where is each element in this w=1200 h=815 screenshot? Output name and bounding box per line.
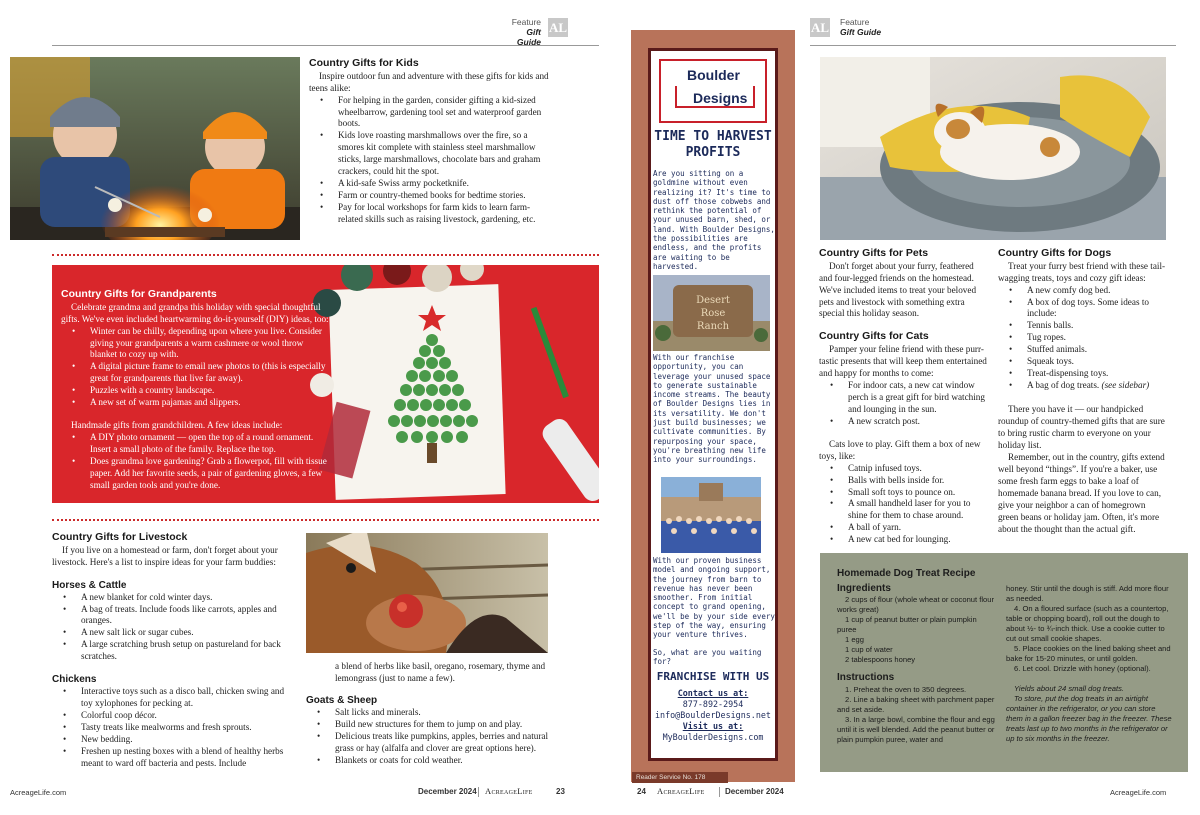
- cat-toys-list: [819, 463, 989, 547]
- horse-apple-photo: [306, 533, 548, 653]
- list-item: • A new scratch post.: [819, 416, 989, 428]
- list-item: • New bedding.: [52, 734, 296, 746]
- grandparents-intro: Celebrate grandma and grandpa this holiday with special thoughtful gifts. We've even included heartwarming do-it-yourself (DIY) ideas, too:: [61, 301, 329, 324]
- sign-text-1: Desert: [696, 295, 730, 306]
- cats-list: [819, 380, 989, 428]
- list-item: • Tug ropes.: [998, 332, 1168, 344]
- boulder-logo: [659, 59, 767, 123]
- list-item: • Kids love roasting marshmallows over the fire, so a smores kit complete with stainless steel marshmallow sticks, large marshmallows, chocolate bars and graham crackers, could hit the spot.: [309, 130, 553, 178]
- cats-play-intro: Cats love to play. Gift them a box of new toys, like:: [819, 438, 981, 461]
- footer-date-right: December 2024: [725, 787, 784, 796]
- dogs-outro-1: There you have it — our handpicked roundup of country-themed gifts that are sure to bring rustic charm to everyone on your holiday list.: [998, 404, 1165, 450]
- handmade-list: [61, 432, 331, 492]
- header-kicker-right: [840, 18, 881, 38]
- instructions-title: Instructions: [837, 672, 895, 684]
- acreagelife-logo: AL: [548, 20, 568, 35]
- list-item: • A box of dog toys. Some ideas to include:: [998, 297, 1168, 321]
- goats-title: Goats & Sheep: [306, 694, 378, 706]
- ingredient: 2 cups of flour (whole wheat or coconut flour works great): [837, 595, 995, 615]
- footer-date-left: December 2024: [418, 787, 477, 796]
- dog-bed-photo: [820, 57, 1166, 240]
- see-sidebar-note: (see sidebar): [1101, 380, 1150, 391]
- list-item: • A new cat bed for lounging.: [819, 534, 989, 546]
- team-group-photo: [661, 477, 761, 553]
- ad-cta: FRANCHISE WITH US: [656, 670, 770, 683]
- grandparents-list: [61, 326, 331, 410]
- list-item: • Treat-dispensing toys.: [998, 368, 1168, 380]
- list-item: • Interactive toys such as a disco ball, chicken swing and toy xylophones for pecking at.: [52, 686, 296, 710]
- headline-line1: TIME TO HARVEST: [654, 129, 772, 144]
- footer-mag-left: AcreageLife: [485, 786, 533, 796]
- instruction-step: 3. In a large bowl, combine the flour and egg until it is well blended. Add the peanut butter or plain pumpkin puree, water and: [837, 714, 995, 744]
- phone-number[interactable]: 877-892-2954: [682, 698, 744, 709]
- list-item: • Winter can be chilly, depending upon where you live. Consider giving your grandparents a warm cashmere or wool throw blanket to cozy up with.: [61, 326, 331, 362]
- chickens-list: [52, 686, 296, 770]
- list-item: • Stuffed animals.: [998, 344, 1168, 356]
- visit-label: Visit us at:: [682, 720, 744, 731]
- instruction-step: 4. On a floured surface (such as a countertop, table or chopping board), roll out the dough to about ½- to ¾-inch thick. Use a cookie cutter to cut out small cookie shapes.: [1006, 604, 1169, 644]
- section-label: Gift Guide: [516, 26, 541, 47]
- acreagelife-logo: AL: [810, 20, 830, 35]
- list-item: • Squeak toys.: [998, 356, 1168, 368]
- recipe-yield: Yields about 24 small dog treats.: [1014, 684, 1125, 694]
- reader-service-tag: Reader Service No. 178: [632, 772, 728, 783]
- list-item: • A bag of treats. Include foods like carrots, apples and oranges.: [52, 604, 296, 628]
- headline-line2: PROFITS: [685, 145, 741, 161]
- section-divider: [52, 519, 599, 521]
- pets-cats-column: [819, 247, 989, 546]
- handmade-intro: Handmade gifts from grandchildren. A few ideas include:: [71, 420, 283, 431]
- ad-headline: [651, 129, 775, 162]
- list-item: • A new comfy dog bed.: [998, 285, 1168, 297]
- recipe-storage: To store, put the dog treats in an airtight container in the refrigerator, or you can store them in a gallon freezer bag in the freezer. These treats last up to two months in the refrigerator or up to six months in the freezer.: [1006, 694, 1172, 744]
- list-item: • Tasty treats like mealworms and fresh sprouts.: [52, 722, 296, 734]
- list-item: • A DIY photo ornament — open the top of a round ornament. Insert a small photo of the family. Replace the top.: [61, 432, 331, 456]
- instruction-step: honey. Stir until the dough is stiff. Add more flour as needed.: [1006, 584, 1169, 604]
- kids-title: Country Gifts for Kids: [309, 57, 419, 69]
- kids-intro: Inspire outdoor fun and adventure with these gifts for kids and teens alike:: [309, 70, 549, 93]
- ingredient: 1 egg: [845, 635, 865, 645]
- pets-intro: Don't forget about your furry, feathered and four-legged friends on the homestead. We've included items to treat your beloved pets and livestock with something extra special this holiday season.: [819, 260, 977, 319]
- dogs-column: [998, 247, 1168, 536]
- footer-site-left: AcreageLife.com: [10, 788, 67, 797]
- ingredients-title: Ingredients: [837, 583, 891, 595]
- ranch-sign-photo: [653, 275, 770, 351]
- ingredient: 2 tablespoons honey: [845, 655, 916, 665]
- list-item: • A small handheld laser for you to shine for them to chase around.: [819, 498, 989, 522]
- livestock-col2: [306, 661, 550, 767]
- kids-campfire-photo: [10, 57, 300, 240]
- livestock-section: [52, 531, 296, 770]
- feature-label: Feature: [511, 17, 541, 27]
- instruction-step: 6. Let cool. Drizzle with honey (optional).: [1014, 664, 1151, 674]
- header-kicker-left: [503, 18, 541, 47]
- list-item: • A ball of yarn.: [819, 522, 989, 534]
- ingredient: 1 cup of peanut butter or plain pumpkin puree: [837, 615, 977, 635]
- list-item: • A new blanket for cold winter days.: [52, 592, 296, 604]
- dog-treats-item: A bag of dog treats.: [1027, 380, 1100, 391]
- recipe-right-col: [1006, 584, 1174, 744]
- footer-site-right: AcreageLife.com: [1110, 788, 1167, 797]
- ad-inner: [651, 51, 775, 758]
- ad-contact-block: [651, 688, 775, 743]
- list-item: • Does grandma love gardening? Grab a flowerpot, fill with tissue paper. Add her favorite seeds, a pair of gardening gloves, a few small garden tools and you're done.: [61, 456, 331, 492]
- list-item: • Balls with bells inside for.: [819, 475, 989, 487]
- list-item: • Pay for local workshops for farm kids to learn farm-related skills such as raising livestock, gardening, etc.: [309, 202, 553, 226]
- list-item: • Freshen up nesting boxes with a blend of healthy herbs meant to ward off bacteria and pests. Include: [52, 746, 296, 770]
- dogs-outro-2: Remember, out in the country, gifts extend well beyond “things”. If you're a baker, use some fresh farm eggs to bake a loaf of homemade banana bread. If you love to can, give your neighbor a can of homegrown green beans or holiday jam. Often, it's more about the thought than the actual gift.: [998, 451, 1165, 534]
- list-item: [998, 380, 1168, 392]
- horses-list: [52, 592, 296, 664]
- pets-title: Country Gifts for Pets: [819, 247, 929, 259]
- list-item: • Tennis balls.: [998, 320, 1168, 332]
- brand-line1: Boulder: [687, 67, 740, 83]
- footer-mag-right: AcreageLife: [657, 786, 705, 796]
- brand-line2: Designs: [693, 90, 748, 106]
- horses-title: Horses & Cattle: [52, 579, 127, 591]
- list-item: • Salt licks and minerals.: [306, 707, 550, 719]
- list-item: • A large scratching brush setup on pastureland for back scratches.: [52, 639, 296, 663]
- footer-page-right: 24: [637, 787, 646, 796]
- section-label: Gift Guide: [840, 26, 882, 37]
- chickens-title: Chickens: [52, 674, 97, 686]
- list-item: • A new set of warm pajamas and slippers.: [61, 397, 331, 409]
- list-item: • Small soft toys to pounce on.: [819, 487, 989, 499]
- ad-question: So, what are you waiting for?: [653, 648, 762, 667]
- ad-paragraph-1: Are you sitting on a goldmine without even realizing it? It's time to dust off those cobwebs and rethink the potential of your unused barn, shed, or land. With Boulder Designs, the possibilities are endless, and the profits are waiting to be harvested.: [653, 169, 775, 271]
- section-divider: [52, 254, 599, 256]
- list-item: • Delicious treats like pumpkins, apples, berries and natural grass or hay (alfalfa and clover are great options here).: [306, 731, 550, 755]
- ad-paragraph-2: With our franchise opportunity, you can leverage your unused space to generate sustainable income streams. The beauty of Boulder Designs lies in its versatility. We don't just build businesses; we cultivate communities. By repurposing your space, you're breathing new life into your surroundings.: [653, 353, 771, 465]
- footer-divider: [478, 787, 479, 797]
- instruction-step: 1. Preheat the oven to 350 degrees.: [845, 684, 967, 694]
- footer-page-left: 23: [556, 787, 565, 796]
- cats-intro: Pamper your feline friend with these purr-tastic presents that will keep them entertained and happy for months to come:: [819, 344, 987, 378]
- sign-text-2: Rose: [700, 308, 726, 319]
- cats-title: Country Gifts for Cats: [819, 330, 929, 343]
- list-item: • A new salt lick or sugar cubes.: [52, 627, 296, 639]
- feature-label: Feature: [840, 17, 870, 27]
- goats-list: [306, 707, 550, 767]
- livestock-intro: If you live on a homestead or farm, don't forget about your livestock. Here's a list to inspire ideas for your farm buddies:: [52, 544, 278, 567]
- list-item: • For indoor cats, a new cat window perch is a great gift for bird watching and lounging in the sun.: [819, 380, 989, 416]
- footer-divider: [719, 787, 720, 797]
- list-item: • A digital picture frame to email new photos to (this is especially great for grandparents that live far away).: [61, 361, 331, 385]
- list-item: • Build new structures for them to jump on and play.: [306, 719, 550, 731]
- kids-section: [309, 57, 553, 226]
- list-item: • Colorful coop décor.: [52, 710, 296, 722]
- chickens-continued: a blend of herbs like basil, oregano, rosemary, thyme and lemongrass (just to name a few).: [335, 661, 546, 683]
- livestock-title: Country Gifts for Livestock: [52, 531, 188, 543]
- list-item: • Puzzles with a country landscape.: [61, 385, 331, 397]
- grandparents-panel: [52, 265, 599, 503]
- list-item: • For helping in the garden, consider gifting a kid-sized wheelbarrow, gardening tool set and waterproof garden boots.: [309, 95, 553, 131]
- contact-label: Contact us at:: [677, 688, 749, 698]
- list-item: • Blankets or coats for cold weather.: [306, 755, 550, 767]
- grandparents-text: [61, 288, 331, 492]
- dog-treat-recipe: [820, 553, 1188, 772]
- dogs-intro: Treat your furry best friend with these tail-wagging treats, toys and cozy gift ideas:: [998, 260, 1166, 283]
- website-link[interactable]: MyBoulderDesigns.com: [662, 731, 764, 742]
- instruction-step: 2. Line a baking sheet with parchment paper and set aside.: [837, 694, 995, 714]
- dogs-list: [998, 285, 1168, 393]
- recipe-left-col: [837, 567, 997, 745]
- ingredient: 1 cup of water: [845, 645, 893, 655]
- instruction-step: 5. Place cookies on the lined baking sheet and bake for 15-20 minutes, or until golden.: [1006, 644, 1171, 664]
- recipe-title: Homemade Dog Treat Recipe: [837, 568, 976, 579]
- kids-list: [309, 95, 553, 226]
- dogs-title: Country Gifts for Dogs: [998, 247, 1112, 259]
- list-item: • Catnip infused toys.: [819, 463, 989, 475]
- grandparents-title: Country Gifts for Grandparents: [61, 288, 217, 300]
- list-item: • A kid-safe Swiss army pocketknife.: [309, 178, 553, 190]
- email-address[interactable]: info@BoulderDesigns.net: [655, 709, 771, 720]
- sign-text-3: Ranch: [696, 321, 730, 332]
- ad-paragraph-3: With our proven business model and ongoing support, the journey from barn to revenue has never been smoother. From initial concept to grand opening, we'll be by your side every step of the way, ensuring your venture thrives.: [653, 556, 775, 640]
- list-item: • Farm or country-themed books for bedtime stories.: [309, 190, 553, 202]
- header-rule-right: [810, 45, 1176, 46]
